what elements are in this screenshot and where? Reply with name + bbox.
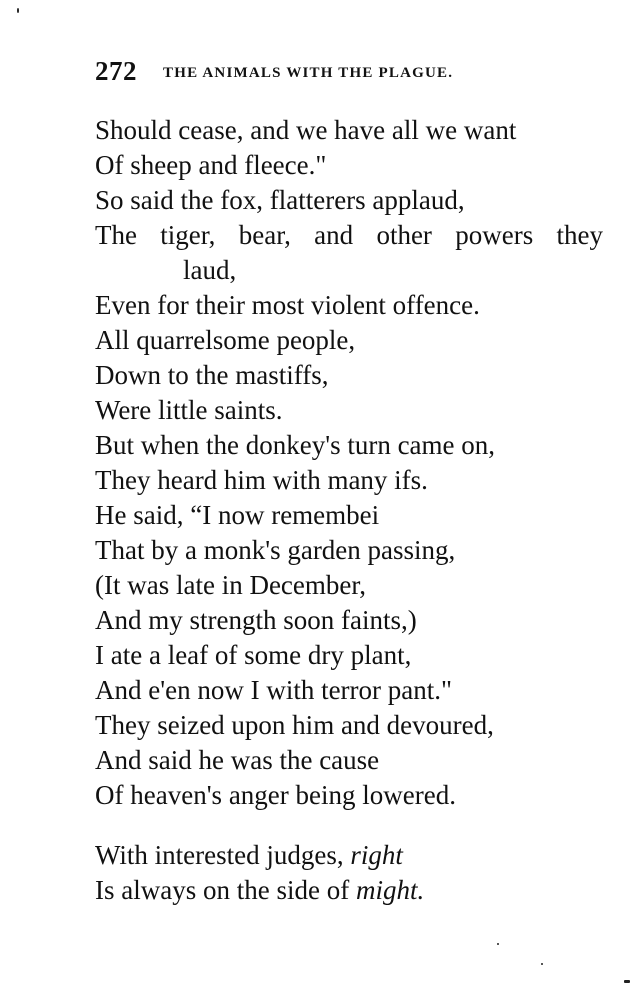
print-speck <box>541 963 543 965</box>
moral-line-text: With interested judges, <box>95 840 344 870</box>
poem-line: Of sheep and fleece." <box>95 150 327 180</box>
poem-line: Of heaven's anger being lowered. <box>95 780 456 810</box>
poem-line: Down to the mastiffs, <box>95 360 329 390</box>
poem-line: The tiger, bear, and other powers they <box>95 220 603 250</box>
poem-line: So said the fox, flatterers applaud, <box>95 185 465 215</box>
print-speck <box>17 8 19 13</box>
poem-line: They heard him with many ifs. <box>95 465 428 495</box>
running-title: THE ANIMALS WITH THE PLAGUE. <box>163 65 454 81</box>
poem-line: Were little saints. <box>95 395 283 425</box>
print-speck <box>497 943 499 945</box>
poem-line: But when the donkey's turn came on, <box>95 430 496 460</box>
poem-line: And my strength soon faints,) <box>95 605 417 635</box>
page-number: 272 <box>95 56 137 86</box>
poem-line: All quarrelsome people, <box>95 325 356 355</box>
moral-line <box>95 838 615 873</box>
poem-line: Even for their most violent offence. <box>95 290 480 320</box>
page-header <box>95 56 453 87</box>
poem-moral <box>95 838 615 908</box>
poem-line: They seized upon him and devoured, <box>95 710 494 740</box>
poem-line: And e'en now I with terror pant." <box>95 675 453 705</box>
poem-line-continuation: laud, <box>183 255 237 285</box>
poem-line: (It was late in December, <box>95 570 367 600</box>
print-speck <box>624 980 630 983</box>
moral-line <box>95 873 615 908</box>
moral-emphasis-word: right <box>350 840 403 870</box>
poem-line: Should cease, and we have all we want <box>95 115 517 145</box>
moral-line-text: Is always on the side of <box>95 875 350 905</box>
moral-emphasis-word: might. <box>355 875 425 905</box>
poem-line: That by a monk's garden passing, <box>95 535 456 565</box>
poem-line: I ate a leaf of some dry plant, <box>95 640 412 670</box>
poem-stanza <box>95 113 615 813</box>
poem-line: And said he was the cause <box>95 745 380 775</box>
poem-line: He said, “I now remembei <box>95 500 380 530</box>
